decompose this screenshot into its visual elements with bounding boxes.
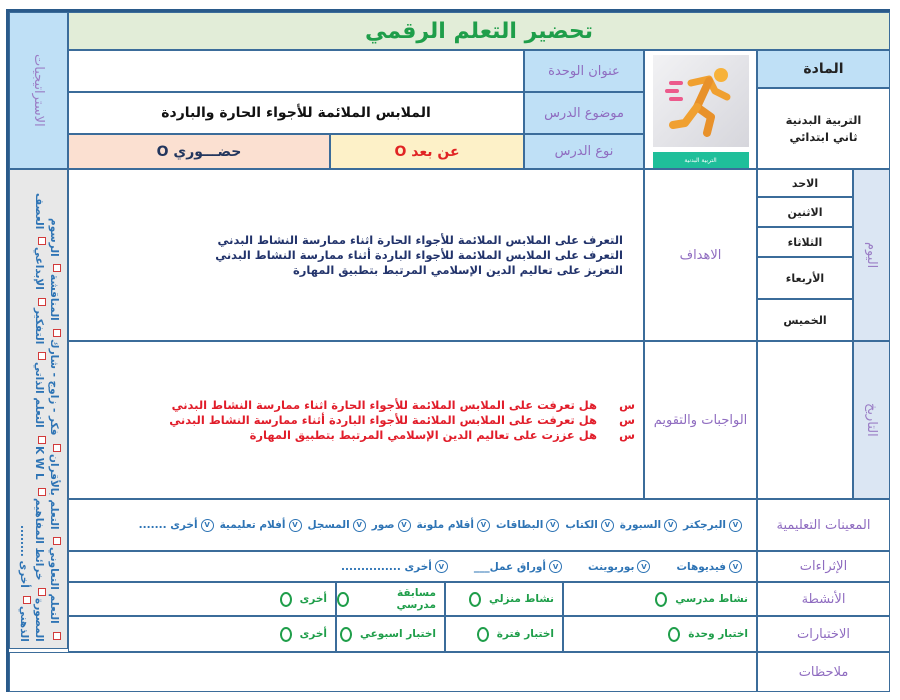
strategy-item: فكر - زاوج - شارك xyxy=(48,339,60,436)
day-wednesday[interactable] xyxy=(757,257,853,299)
lesson-plan-form xyxy=(6,9,890,692)
check-circle-icon: V xyxy=(477,519,490,532)
radio-circle-icon xyxy=(280,592,292,607)
aids-option[interactable] xyxy=(620,519,677,532)
check-circle-icon: V xyxy=(398,519,411,532)
radio-circle-icon xyxy=(340,627,352,642)
notes-label-cell xyxy=(757,652,890,692)
strategy-item: K W L xyxy=(33,446,45,480)
enrichment-options xyxy=(68,551,757,582)
exam-option[interactable] xyxy=(445,616,563,652)
subject-label-cell xyxy=(757,50,890,88)
strategy-item: الإبداعي xyxy=(33,247,45,291)
option-label: أخرى ............... xyxy=(341,560,432,573)
goal-item: التعرف على الملابس الملائمة للأجواء الحارة اثناء ممارسة النشاط البدني xyxy=(217,232,623,247)
remote-label: عن بعد O xyxy=(394,143,460,160)
aids-option[interactable] xyxy=(139,519,214,532)
question-marker: س xyxy=(619,427,635,442)
checkbox-icon[interactable] xyxy=(38,488,46,496)
grade-level: ثاني ابتدائي xyxy=(789,129,858,144)
strategy-item: خرائط المفاهيم xyxy=(33,497,45,581)
homework-content[interactable] xyxy=(68,341,644,499)
goals-content[interactable] xyxy=(68,169,644,341)
checkbox-icon[interactable] xyxy=(38,436,46,444)
option-label: أوراق عمل___ xyxy=(473,560,547,573)
date-value-field[interactable] xyxy=(757,341,853,499)
question-marker: س xyxy=(619,412,635,427)
title-bar xyxy=(68,12,890,50)
lesson-type-remote-option[interactable] xyxy=(330,134,524,169)
radio-circle-icon xyxy=(337,592,349,607)
option-label: اختبار وحدة xyxy=(688,628,748,640)
option-label: نشاط مدرسي xyxy=(675,593,748,605)
option-label: أفلام تعليمية xyxy=(219,519,286,531)
day-label: الثلاثاء xyxy=(787,235,823,249)
lesson-topic-value: الملابس الملائمة للأجواء الحارة والباردة xyxy=(161,105,431,121)
goals-label-cell xyxy=(644,169,757,341)
strategy-item: التعلم الذاتي xyxy=(33,362,45,429)
option-label: السبورة xyxy=(619,519,662,531)
enrichment-option[interactable] xyxy=(474,560,562,573)
teaching-aids-options xyxy=(68,499,757,551)
strategy-item: المناقشة xyxy=(48,274,60,322)
checkbox-icon[interactable] xyxy=(23,596,31,604)
strategy-item: التعلم التعاوني xyxy=(48,547,60,624)
lesson-type-label-cell xyxy=(524,134,644,169)
activities-label: الأنشطة xyxy=(801,591,846,607)
homework-item xyxy=(169,428,635,443)
check-circle-icon: V xyxy=(729,519,742,532)
date-label-cell xyxy=(853,341,890,499)
check-circle-icon: V xyxy=(353,519,366,532)
day-monday[interactable] xyxy=(757,197,853,227)
teaching-aids-list xyxy=(139,519,742,532)
day-label: الخميس xyxy=(783,313,827,327)
option-label: أخرى xyxy=(299,628,327,640)
aids-option[interactable] xyxy=(683,519,742,532)
strategies-label: الاستراتيجيات xyxy=(31,54,46,127)
teaching-aids-label-cell xyxy=(757,499,890,551)
check-circle-icon: V xyxy=(549,560,562,573)
check-circle-icon: V xyxy=(435,560,448,573)
aids-option[interactable] xyxy=(496,519,559,532)
lesson-type-label: نوع الدرس xyxy=(554,144,614,159)
day-label-cell xyxy=(853,169,890,341)
aids-option[interactable] xyxy=(565,519,613,532)
unit-title-field[interactable] xyxy=(68,50,524,92)
homework-item xyxy=(169,398,635,413)
strategy-item: العصف الذهني xyxy=(18,192,45,642)
strategy-item: الرسوم المصورة xyxy=(33,217,60,642)
enrichment-label: الإثراءات xyxy=(799,559,848,574)
option-label: صور xyxy=(371,519,395,531)
checkbox-icon[interactable] xyxy=(53,632,61,640)
enrichment-option[interactable] xyxy=(588,560,650,573)
day-label: الاثنين xyxy=(787,205,823,219)
option-label: نشاط منزلي xyxy=(488,593,554,605)
subject-label: المادة xyxy=(803,61,844,77)
day-thursday[interactable] xyxy=(757,299,853,341)
radio-circle-icon xyxy=(280,627,292,642)
homework-label: الواجبات والتقويم xyxy=(653,412,748,428)
lesson-topic-field[interactable] xyxy=(68,92,524,134)
lesson-topic-label-cell xyxy=(524,92,644,134)
enrichment-option[interactable] xyxy=(676,560,742,573)
teaching-aids-label: المعينات التعليمية xyxy=(776,517,871,533)
check-circle-icon: V xyxy=(601,519,614,532)
homework-list xyxy=(169,398,635,443)
aids-option[interactable] xyxy=(417,519,490,532)
strategies-checklist xyxy=(14,170,63,648)
aids-option[interactable] xyxy=(220,519,302,532)
strategy-item: التعلم بالأقران xyxy=(48,453,60,530)
unit-title-label: عنوان الوحدة xyxy=(548,63,620,79)
lesson-topic-label: موضوع الدرس xyxy=(544,105,624,121)
checkbox-icon[interactable] xyxy=(53,329,61,337)
homework-label-cell xyxy=(644,341,757,499)
subject-name: التربية البدنية xyxy=(785,112,862,127)
option-label: البرجكتر xyxy=(683,519,726,531)
activity-option[interactable] xyxy=(336,582,445,616)
checkbox-icon[interactable] xyxy=(53,537,61,545)
enrichment-list xyxy=(341,560,742,573)
option-label: الكتاب xyxy=(565,519,598,531)
question-text: هل تعرفت على الملابس الملائمة للأجواء الباردة أثناء ممارسة النشاط البدني xyxy=(169,412,597,427)
lesson-type-inperson-option[interactable] xyxy=(68,134,330,169)
aids-option[interactable] xyxy=(308,519,366,532)
logo-caption: التربية البدنية xyxy=(653,152,749,168)
runner-icon xyxy=(653,55,749,147)
activity-option[interactable] xyxy=(563,582,757,616)
goal-item: التعزيز على تعاليم الدين الإسلامي المرتبط بتطبيق المهارة xyxy=(292,262,623,277)
option-label: أخرى xyxy=(299,593,327,605)
check-circle-icon: V xyxy=(637,560,650,573)
day-tuesday[interactable] xyxy=(757,227,853,257)
radio-circle-icon xyxy=(477,627,489,642)
option-label: بوربوينت xyxy=(588,560,635,573)
activity-option[interactable] xyxy=(68,582,336,616)
activities-label-cell xyxy=(757,582,890,616)
day-header: اليوم xyxy=(864,241,879,269)
subject-logo xyxy=(644,50,757,169)
strategy-item: أخرى ........ xyxy=(18,525,30,589)
subject-value-cell xyxy=(757,88,890,169)
homework-item xyxy=(169,413,635,428)
exams-label-cell xyxy=(757,616,890,652)
radio-circle-icon xyxy=(469,592,481,607)
check-circle-icon: V xyxy=(201,519,214,532)
inperson-label: حضـــوري O xyxy=(156,143,242,160)
radio-circle-icon xyxy=(668,627,680,642)
question-text: هل تعرفت على الملابس الملائمة للأجواء الحارة اثناء ممارسة النشاط البدني xyxy=(171,397,597,412)
check-circle-icon: V xyxy=(664,519,677,532)
enrichment-option[interactable] xyxy=(341,560,448,573)
checkbox-icon[interactable] xyxy=(38,298,46,306)
enrichment-label-cell xyxy=(757,551,890,582)
goals-list xyxy=(215,233,623,278)
question-marker: س xyxy=(619,397,635,412)
checkbox-icon[interactable] xyxy=(53,444,61,452)
page-title: تحضير التعلم الرقمي xyxy=(364,18,594,44)
date-label: التاريخ xyxy=(864,403,879,437)
checkbox-icon[interactable] xyxy=(38,237,46,245)
exam-option[interactable] xyxy=(68,616,336,652)
activity-option[interactable] xyxy=(445,582,563,616)
option-label: اختبار اسبوعي xyxy=(360,628,436,640)
day-label: الأربعاء xyxy=(785,271,825,285)
check-circle-icon: V xyxy=(289,519,302,532)
notes-field[interactable] xyxy=(9,652,757,692)
radio-circle-icon xyxy=(655,592,667,607)
goal-item: التعرف على الملابس الملائمة للأجواء الباردة أثناء ممارسة النشاط البدني xyxy=(215,247,623,262)
day-sunday[interactable] xyxy=(757,169,853,197)
check-circle-icon: V xyxy=(546,519,559,532)
checkbox-icon[interactable] xyxy=(38,588,46,596)
option-label: أخرى ....... xyxy=(138,519,198,531)
check-circle-icon: V xyxy=(729,560,742,573)
question-text: هل عززت على تعاليم الدين الإسلامي المرتبط بتطبيق المهارة xyxy=(249,427,597,442)
option-label: البطاقات xyxy=(495,519,544,531)
notes-label: ملاحظات xyxy=(798,664,849,680)
exam-option[interactable] xyxy=(336,616,445,652)
option-label: المسجل xyxy=(307,519,350,531)
day-label: الاحد xyxy=(791,176,819,190)
goals-label: الاهداف xyxy=(679,247,722,263)
exams-label: الاختبارات xyxy=(797,626,850,642)
option-label: فيديوهات xyxy=(676,560,726,573)
option-label: مسابقة مدرسي xyxy=(396,587,436,611)
aids-option[interactable] xyxy=(372,519,411,532)
option-label: اختبار فترة xyxy=(496,628,554,640)
option-label: أقلام ملونة xyxy=(416,519,474,531)
unit-title-label-cell xyxy=(524,50,644,92)
strategy-item: التفكير xyxy=(33,308,45,345)
checkbox-icon[interactable] xyxy=(53,264,61,272)
exam-option[interactable] xyxy=(563,616,757,652)
checkbox-icon[interactable] xyxy=(38,352,46,360)
strategies-list xyxy=(9,169,68,649)
strategies-header xyxy=(9,12,68,169)
